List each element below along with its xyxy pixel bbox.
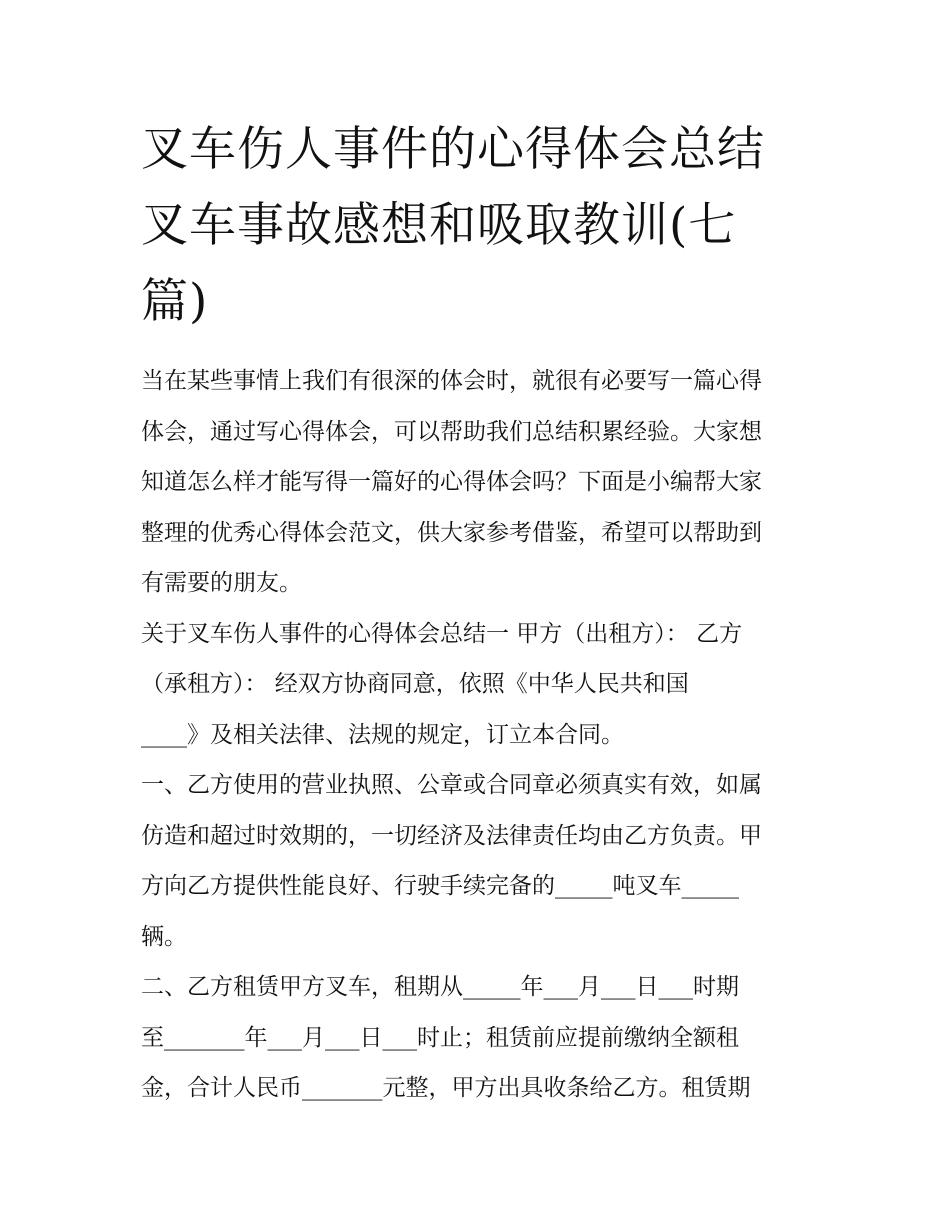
text-line: 方向乙方提供性能良好、行驶手续完备的_____吨叉车_____: [141, 873, 739, 899]
text-line: 有需要的朋友。: [141, 570, 302, 596]
text-line: 关于叉车伤人事件的心得体会总结一 甲方（出租方）： 乙方: [141, 620, 743, 647]
contract-parties-paragraph: [141, 609, 821, 761]
intro-paragraph: [141, 356, 821, 609]
text-line: （承租方）： 经双方协商同意，依照《中华人民共和国: [141, 671, 689, 697]
text-line: ____》及相关法律、法规的规定，订立本合同。: [141, 721, 624, 748]
clause-one-paragraph: [141, 760, 821, 962]
clause-two-paragraph: [141, 962, 821, 1114]
text-line: 辆。: [141, 923, 187, 950]
text-line: 知道怎么样才能写得一篇好的心得体会吗？下面是小编帮大家: [141, 469, 762, 495]
text-line: 一、乙方使用的营业执照、公章或合同章必须真实有效，如属: [141, 772, 762, 798]
text-line: 当在某些事情上我们有很深的体会时，就很有必要写一篇心得: [141, 368, 762, 394]
text-line: 二、乙方租赁甲方叉车，租期从_____年___月___日___时期: [141, 974, 739, 1000]
text-line: 仿造和超过时效期的，一切经济及法律责任均由乙方负责。甲: [141, 822, 762, 849]
document-body: [141, 356, 821, 1114]
text-line: 至_______年___月___日___时止；租赁前应提前缴纳全额租: [141, 1024, 739, 1051]
text-line: 金，合计人民币_______元整，甲方出具收条给乙方。租赁期: [141, 1075, 751, 1101]
text-line: 整理的优秀心得体会范文，供大家参考借鉴，希望可以帮助到: [141, 519, 762, 546]
title-line: 篇): [141, 274, 209, 329]
title-line: 叉车事故感想和吸取教训(七: [141, 198, 737, 253]
text-line: 体会，通过写心得体会，可以帮助我们总结积累经验。大家想: [141, 418, 762, 445]
document-title: [141, 112, 821, 340]
document-page: [141, 112, 821, 1114]
title-line: 叉车伤人事件的心得体会总结: [141, 122, 765, 177]
